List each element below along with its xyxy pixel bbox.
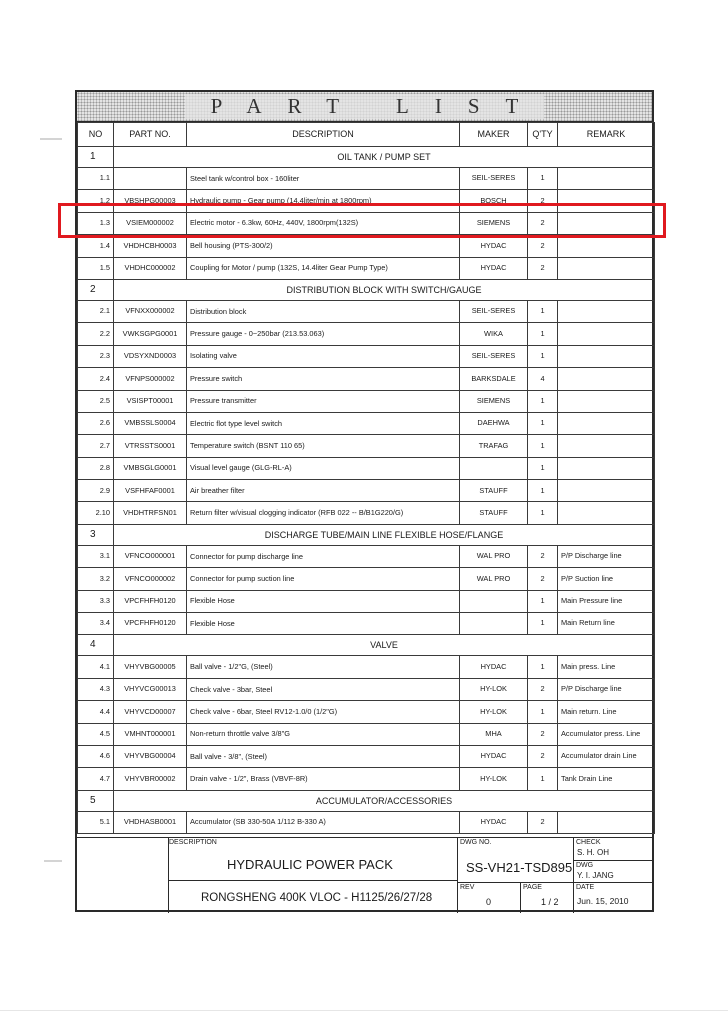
item-quantity: 2 (528, 745, 558, 767)
item-description: Connector for pump suction line (190, 573, 295, 583)
section-title: OIL TANK / PUMP SET (114, 147, 655, 168)
item-number: 4.7 (78, 768, 114, 790)
item-description: Non-return throttle valve 3/8"G (190, 729, 290, 739)
item-description: Pressure transmitter (190, 396, 257, 406)
table-row (78, 390, 655, 412)
table-row (78, 300, 655, 322)
page-value: 1 / 2 (541, 897, 559, 907)
item-maker: BARKSDALE (460, 368, 528, 390)
section-title: DISCHARGE TUBE/MAIN LINE FLEXIBLE HOSE/FLANGE (114, 524, 655, 545)
table-row (78, 678, 655, 700)
item-description-cell (187, 701, 460, 723)
item-description-cell (187, 435, 460, 457)
item-remark: Main return. Line (558, 701, 655, 723)
item-description: Coupling for Motor / pump (132S, 14.4liter Gear Pump Type) (190, 263, 388, 273)
table-row (78, 412, 655, 434)
item-description-cell (187, 257, 460, 279)
col-part-no: PART NO. (114, 123, 187, 147)
item-quantity: 2 (528, 545, 558, 567)
item-description: Isolating valve (190, 351, 237, 361)
dwg-no-value: SS-VH21-TSD895 (466, 860, 573, 875)
item-description-cell (187, 590, 460, 612)
drawing-title: HYDRAULIC POWER PACK (227, 857, 393, 872)
item-number: 2.1 (78, 300, 114, 322)
section-row (78, 279, 655, 300)
item-quantity: 1 (528, 480, 558, 502)
description-block (168, 838, 457, 913)
table-row (78, 768, 655, 790)
item-remark (558, 345, 655, 367)
item-description: Visual level gauge (GLG-RL-A) (190, 463, 292, 473)
item-description-cell (187, 323, 460, 345)
item-number: 3.3 (78, 590, 114, 612)
part-number: VSIEM000002 (114, 212, 187, 234)
table-row (78, 345, 655, 367)
section-row (78, 524, 655, 545)
item-quantity: 1 (528, 435, 558, 457)
item-description: Return filter w/visual clogging indicator (RFB 022 -- B/B1G220/G) (190, 508, 404, 518)
col-no: NO (78, 123, 114, 147)
item-remark (558, 368, 655, 390)
item-description-cell (187, 300, 460, 322)
item-remark (558, 412, 655, 434)
item-quantity: 2 (528, 190, 558, 212)
dwg-no-label: DWG NO. (460, 839, 492, 846)
table-row (78, 457, 655, 479)
part-number: VHDHC000002 (114, 257, 187, 279)
scan-artifact (0, 1010, 728, 1011)
item-quantity: 2 (528, 235, 558, 257)
item-number: 1.3 (78, 212, 114, 234)
section-title: DISTRIBUTION BLOCK WITH SWITCH/GAUGE (114, 279, 655, 300)
item-quantity: 4 (528, 368, 558, 390)
item-remark (558, 235, 655, 257)
part-number: VMHNT000001 (114, 723, 187, 745)
item-description: Flexible Hose (190, 618, 235, 628)
table-row (78, 811, 655, 833)
part-number: VHDHASB0001 (114, 811, 187, 833)
item-number: 4.5 (78, 723, 114, 745)
item-description-cell (187, 723, 460, 745)
date-label: DATE (576, 884, 595, 891)
header-row (78, 123, 655, 147)
item-maker: HYDAC (460, 257, 528, 279)
item-maker (460, 613, 528, 635)
item-maker (460, 590, 528, 612)
item-description: Drain valve - 1/2", Brass (VBVF-8R) (190, 774, 308, 784)
item-number: 2.3 (78, 345, 114, 367)
item-description: Steel tank w/control box - 160liter (190, 173, 300, 183)
check-block (573, 838, 654, 860)
item-number: 4.6 (78, 745, 114, 767)
section-number: 5 (78, 790, 114, 811)
item-quantity: 1 (528, 590, 558, 612)
item-description-cell (187, 457, 460, 479)
item-maker: SIEMENS (460, 390, 528, 412)
item-number: 2.6 (78, 412, 114, 434)
item-number: 2.9 (78, 480, 114, 502)
item-description-cell (187, 545, 460, 567)
item-description-cell (187, 412, 460, 434)
scan-artifact (44, 860, 62, 862)
col-remark: REMARK (558, 123, 655, 147)
page-label: PAGE (523, 884, 542, 891)
rev-value: 0 (486, 897, 492, 907)
part-number: VHYVBR00002 (114, 768, 187, 790)
item-description-cell (187, 656, 460, 678)
item-number: 2.7 (78, 435, 114, 457)
item-description: Accumulator (SB 330-50A 1/112 B-330 A) (190, 817, 326, 827)
check-value: S. H. OH (577, 848, 610, 857)
item-quantity: 1 (528, 390, 558, 412)
dwg-by-value: Y. I. JANG (577, 871, 614, 880)
item-description-cell (187, 568, 460, 590)
item-description-cell (187, 390, 460, 412)
item-maker: HYDAC (460, 811, 528, 833)
section-row (78, 790, 655, 811)
part-number (114, 168, 187, 190)
check-label: CHECK (576, 839, 601, 846)
date-block (573, 882, 654, 913)
table-row (78, 545, 655, 567)
item-description: Hydraulic pump - Gear pump (14.4liter/min at 1800rpm) (190, 196, 372, 206)
item-quantity: 1 (528, 300, 558, 322)
item-description: Electric flot type level switch (190, 418, 283, 428)
section-number: 1 (78, 147, 114, 168)
item-number: 3.2 (78, 568, 114, 590)
item-description-cell (187, 345, 460, 367)
item-quantity: 1 (528, 457, 558, 479)
item-remark: Accumulator drain Line (558, 745, 655, 767)
item-remark: P/P Discharge line (558, 678, 655, 700)
item-maker: SEIL-SERES (460, 168, 528, 190)
part-number: VHYVCG00013 (114, 678, 187, 700)
section-number: 3 (78, 524, 114, 545)
item-remark: Tank Drain Line (558, 768, 655, 790)
item-quantity: 1 (528, 768, 558, 790)
item-quantity: 1 (528, 168, 558, 190)
dwg-no-block (457, 838, 573, 882)
table-row (78, 613, 655, 635)
item-remark: P/P Discharge line (558, 545, 655, 567)
item-maker: WAL PRO (460, 568, 528, 590)
item-quantity: 2 (528, 811, 558, 833)
part-number: VFNCO000001 (114, 545, 187, 567)
item-description: Distribution block (190, 306, 247, 316)
item-description: Ball valve - 3/8", (Steel) (190, 751, 267, 761)
table-row (78, 701, 655, 723)
item-description: Pressure gauge - 0~250bar (213.53.063) (190, 329, 325, 339)
item-quantity: 1 (528, 656, 558, 678)
page-block (520, 882, 573, 913)
highlight-box (58, 203, 666, 238)
part-number: VHYVBG00005 (114, 656, 187, 678)
item-remark (558, 257, 655, 279)
item-description: Pressure switch (190, 373, 243, 383)
item-quantity: 1 (528, 345, 558, 367)
item-maker: TRAFAG (460, 435, 528, 457)
item-description-cell (187, 678, 460, 700)
part-number: VBSHPG00003 (114, 190, 187, 212)
item-quantity: 2 (528, 212, 558, 234)
item-maker: WIKA (460, 323, 528, 345)
item-remark: Main press. Line (558, 656, 655, 678)
item-maker: HYDAC (460, 656, 528, 678)
item-description: Check valve - 6bar, Steel RV12-1.0/0 (1/2"G) (190, 706, 338, 716)
table-row (78, 480, 655, 502)
item-description-cell (187, 168, 460, 190)
col-maker: MAKER (460, 123, 528, 147)
item-maker: SEIL-SERES (460, 300, 528, 322)
item-number: 1.1 (78, 168, 114, 190)
item-description: Temperature switch (BSNT 110 65) (190, 440, 305, 450)
item-description: Bell housing (PTS-300/2) (190, 240, 273, 250)
section-title: VALVE (114, 635, 655, 656)
item-description: Flexible Hose (190, 596, 235, 606)
scan-artifact (40, 138, 62, 140)
item-number: 2.5 (78, 390, 114, 412)
item-remark (558, 457, 655, 479)
rev-block (457, 882, 520, 913)
item-maker: SEIL-SERES (460, 345, 528, 367)
item-quantity: 2 (528, 257, 558, 279)
part-number: VFNCO000002 (114, 568, 187, 590)
table-row (78, 723, 655, 745)
item-number: 4.4 (78, 701, 114, 723)
item-number: 2.2 (78, 323, 114, 345)
title-bar (77, 92, 652, 122)
table-row (78, 235, 655, 257)
item-quantity: 1 (528, 613, 558, 635)
title-block (77, 837, 654, 913)
item-remark (558, 435, 655, 457)
item-remark (558, 480, 655, 502)
item-number: 1.2 (78, 190, 114, 212)
item-description-cell (187, 502, 460, 524)
item-maker: MHA (460, 723, 528, 745)
item-maker: HYDAC (460, 235, 528, 257)
item-description-cell (187, 368, 460, 390)
item-maker: WAL PRO (460, 545, 528, 567)
item-remark (558, 390, 655, 412)
item-maker: STAUFF (460, 502, 528, 524)
item-maker: DAEHWA (460, 412, 528, 434)
part-number: VTRSSTS0001 (114, 435, 187, 457)
dwg-by-label: DWG (576, 862, 594, 869)
item-quantity: 1 (528, 701, 558, 723)
item-description: Check valve - 3bar, Steel (190, 684, 273, 694)
item-description-cell (187, 480, 460, 502)
item-quantity: 1 (528, 502, 558, 524)
item-quantity: 2 (528, 678, 558, 700)
item-description-cell (187, 768, 460, 790)
col-description: DESCRIPTION (187, 123, 460, 147)
part-number: VPCFHFH0120 (114, 590, 187, 612)
item-remark (558, 300, 655, 322)
page-title: PART LIST (185, 94, 545, 119)
table-row (78, 368, 655, 390)
part-number: VDSYXND0003 (114, 345, 187, 367)
part-number: VWKSGPG0001 (114, 323, 187, 345)
item-maker: BOSCH (460, 190, 528, 212)
dwg-by-block (573, 860, 654, 882)
table-row (78, 435, 655, 457)
table-row (78, 323, 655, 345)
section-row (78, 147, 655, 168)
item-remark: Main Pressure line (558, 590, 655, 612)
item-description-cell (187, 613, 460, 635)
item-number: 2.8 (78, 457, 114, 479)
part-number: VHYVCD00007 (114, 701, 187, 723)
table-row (78, 568, 655, 590)
item-remark: P/P Suction line (558, 568, 655, 590)
table-row (78, 590, 655, 612)
item-maker (460, 457, 528, 479)
date-value: Jun. 15, 2010 (577, 896, 629, 906)
item-number: 1.5 (78, 257, 114, 279)
part-number: VFNPS000002 (114, 368, 187, 390)
item-number: 2.4 (78, 368, 114, 390)
part-number: VMBSGLG0001 (114, 457, 187, 479)
item-maker: SIEMENS (460, 212, 528, 234)
section-row (78, 635, 655, 656)
part-number: VSFHFAF0001 (114, 480, 187, 502)
item-maker: HY-LOK (460, 678, 528, 700)
part-number: VFNXX000002 (114, 300, 187, 322)
table-row (78, 257, 655, 279)
item-quantity: 2 (528, 568, 558, 590)
item-description: Ball valve - 1/2"G, (Steel) (190, 662, 273, 672)
part-number: VMBSSLS0004 (114, 412, 187, 434)
table-row (78, 168, 655, 190)
item-quantity: 1 (528, 412, 558, 434)
rev-label: REV (460, 884, 475, 891)
table-row (78, 502, 655, 524)
section-number: 2 (78, 279, 114, 300)
col-qty: Q'TY (528, 123, 558, 147)
item-description: Connector for pump discharge line (190, 551, 303, 561)
item-number: 4.3 (78, 678, 114, 700)
part-number: VSISPT00001 (114, 390, 187, 412)
table-row (78, 656, 655, 678)
item-maker: STAUFF (460, 480, 528, 502)
item-description-cell (187, 745, 460, 767)
item-quantity: 1 (528, 323, 558, 345)
part-number: VHDHCBH0003 (114, 235, 187, 257)
item-remark (558, 811, 655, 833)
part-number: VHYVBG00004 (114, 745, 187, 767)
item-maker: HY-LOK (460, 768, 528, 790)
section-title: ACCUMULATOR/ACCESSORIES (114, 790, 655, 811)
item-remark (558, 323, 655, 345)
item-number: 3.4 (78, 613, 114, 635)
item-number: 4.1 (78, 656, 114, 678)
item-description: Electric motor - 6.3kw, 60Hz, 440V, 1800rpm(132S) (190, 218, 359, 228)
item-description-cell (187, 811, 460, 833)
item-remark (558, 168, 655, 190)
item-description: Air breather filter (190, 485, 245, 495)
item-maker: HYDAC (460, 745, 528, 767)
item-quantity: 2 (528, 723, 558, 745)
item-number: 5.1 (78, 811, 114, 833)
item-number: 1.4 (78, 235, 114, 257)
item-remark: Accumulator press. Line (558, 723, 655, 745)
item-maker: HY-LOK (460, 701, 528, 723)
description-label: DESCRIPTION (169, 839, 217, 846)
item-remark: Main Return line (558, 613, 655, 635)
item-number: 2.10 (78, 502, 114, 524)
part-number: VHDHTRFSN01 (114, 502, 187, 524)
table-row (78, 745, 655, 767)
drawing-subtitle: RONGSHENG 400K VLOC - H1125/26/27/28 (201, 892, 433, 904)
item-description-cell (187, 235, 460, 257)
item-number: 3.1 (78, 545, 114, 567)
part-number: VPCFHFH0120 (114, 613, 187, 635)
item-remark (558, 502, 655, 524)
section-number: 4 (78, 635, 114, 656)
